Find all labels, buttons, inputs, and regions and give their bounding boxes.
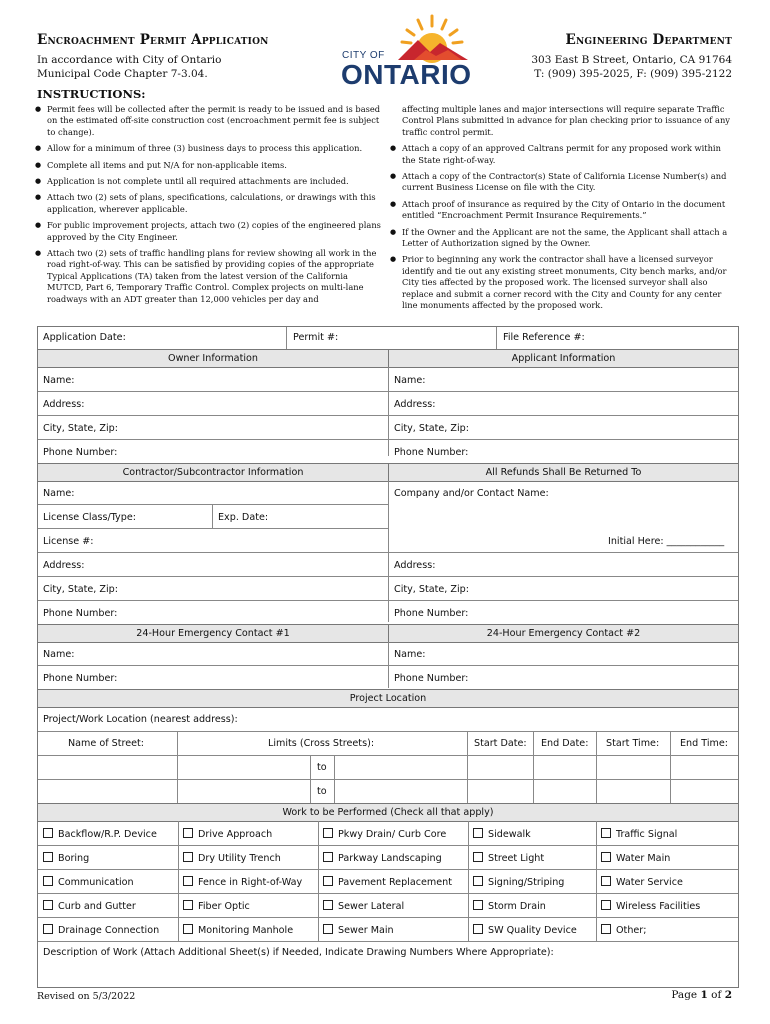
checkbox[interactable] — [473, 900, 483, 910]
instruction-item: ● If the Owner and the Applicant are not the same, the Applicant shall attach a Letter of Authorization signed by the Owner. — [388, 227, 736, 250]
work-item-label: Water Main — [616, 853, 671, 864]
work-item-label: Boring — [58, 853, 90, 864]
name-of-street-label: Name of Street: — [68, 738, 145, 749]
work-checkbox-item[interactable] — [38, 876, 134, 888]
work-checkbox-item[interactable] — [596, 924, 646, 936]
application-form — [37, 326, 739, 988]
license-class-field[interactable]: License Class/Type: — [43, 512, 136, 523]
work-checkbox-item[interactable] — [318, 852, 442, 864]
work-checkbox-item[interactable] — [178, 876, 302, 888]
work-item-label: Traffic Signal — [616, 829, 678, 840]
work-checkbox-item[interactable] — [318, 900, 404, 912]
page-number — [671, 989, 732, 1001]
description-of-work-field[interactable]: Description of Work (Attach Additional Sheet(s) if Needed, Indicate Drawing Numbers Where Appropriate): — [43, 947, 554, 958]
instruction-item: ● Attach two (2) sets of plans, specifications, calculations, or drawings with this application, wherever applicable. — [33, 192, 385, 215]
page-of: of — [707, 989, 725, 1001]
instruction-item: ● Prior to beginning any work the contractor shall have a licensed surveyor identify and tie out any existing street monuments, City bench marks, and/or City ties affected by the proposed work. The licensed surveyor shall also replace and submit a corner record with the City and County for any center line monuments affected by the proposed work. — [388, 254, 736, 311]
applicant-address-field[interactable]: Address: — [394, 399, 436, 410]
work-checkbox-item[interactable] — [468, 924, 577, 936]
work-checkbox-item[interactable] — [178, 828, 272, 840]
owner-phone-field[interactable]: Phone Number: — [43, 447, 118, 458]
work-checkbox-item[interactable] — [318, 876, 452, 888]
emergency2-name-field[interactable]: Name: — [394, 649, 426, 660]
instruction-item: ● Attach proof of insurance as required by the City of Ontario in the document entitled “Encroachment Permit Insurance Requirements.” — [388, 199, 736, 222]
end-time-label: End Time: — [680, 738, 728, 749]
work-checkbox-item[interactable] — [468, 900, 546, 912]
owner-name-field[interactable]: Name: — [43, 375, 75, 386]
work-item-label: SW Quality Device — [488, 925, 577, 936]
contractor-city-field[interactable]: City, State, Zip: — [43, 584, 118, 595]
work-checkbox-item[interactable] — [468, 852, 544, 864]
work-checkbox-item[interactable] — [38, 852, 89, 864]
limits-label: Limits (Cross Streets): — [268, 738, 375, 749]
contractor-address-field[interactable]: Address: — [43, 560, 85, 571]
checkbox[interactable] — [183, 924, 193, 934]
checkbox[interactable] — [601, 876, 611, 886]
form-subtitle-line1: In accordance with City of Ontario — [37, 54, 222, 66]
work-item-label: Sidewalk — [488, 829, 531, 840]
header-right — [432, 32, 732, 81]
work-item-label: Pkwy Drain/ Curb Core — [338, 829, 447, 840]
form-subtitle-line2: Municipal Code Chapter 7-3.04. — [37, 68, 208, 80]
instructions-title: INSTRUCTIONS: — [37, 87, 146, 101]
work-item-label: Drainage Connection — [58, 925, 160, 936]
contractor-phone-field[interactable]: Phone Number: — [43, 608, 118, 619]
applicant-phone-field[interactable]: Phone Number: — [394, 447, 469, 458]
checkbox[interactable] — [323, 924, 333, 934]
checkbox[interactable] — [473, 924, 483, 934]
checkbox[interactable] — [43, 876, 53, 886]
license-number-field[interactable]: License #: — [43, 536, 94, 547]
checkbox[interactable] — [43, 852, 53, 862]
refund-company-contact-field[interactable]: Company and/or Contact Name: — [394, 488, 549, 499]
checkbox[interactable] — [43, 828, 53, 838]
work-checkbox-item[interactable] — [468, 828, 531, 840]
work-performed-header: Work to be Performed (Check all that apply) — [38, 803, 738, 822]
end-date-label: End Date: — [541, 738, 589, 749]
checkbox[interactable] — [473, 852, 483, 862]
file-reference-field[interactable]: File Reference #: — [503, 332, 585, 343]
form-title: Encroachment Permit Application — [37, 32, 269, 48]
work-checkbox-item[interactable] — [38, 900, 136, 912]
checkbox[interactable] — [43, 924, 53, 934]
work-checkbox-item[interactable] — [178, 924, 293, 936]
permit-number-field[interactable]: Permit #: — [293, 332, 339, 343]
emergency1-name-field[interactable]: Name: — [43, 649, 75, 660]
work-item-label: Communication — [58, 877, 134, 888]
page-prefix: Page — [671, 989, 701, 1001]
revised-date: Revised on 5/3/2022 — [37, 991, 136, 1002]
refunds-header: All Refunds Shall Be Returned To — [388, 463, 738, 482]
emergency1-phone-field[interactable]: Phone Number: — [43, 673, 118, 684]
checkbox[interactable] — [601, 900, 611, 910]
checkbox[interactable] — [601, 852, 611, 862]
work-item-label: Drive Approach — [198, 829, 273, 840]
department-phone-fax: T: (909) 395-2025, F: (909) 395-2122 — [534, 68, 732, 80]
work-item-label: Storm Drain — [488, 901, 546, 912]
work-checkbox-item[interactable] — [178, 900, 250, 912]
checkbox[interactable] — [183, 900, 193, 910]
emergency-contact-1-header: 24-Hour Emergency Contact #1 — [38, 624, 388, 643]
refund-phone-field[interactable]: Phone Number: — [394, 608, 469, 619]
checkbox[interactable] — [323, 876, 333, 886]
checkbox[interactable] — [323, 852, 333, 862]
work-item-label: Monitoring Manhole — [198, 925, 294, 936]
header-left — [37, 32, 337, 81]
applicant-name-field[interactable]: Name: — [394, 375, 426, 386]
work-item-label: Fence in Right-of-Way — [198, 877, 303, 888]
work-item-label: Water Service — [616, 877, 683, 888]
work-item-label: Pavement Replacement — [338, 877, 452, 888]
contractor-info-header: Contractor/Subcontractor Information — [38, 463, 388, 482]
project-work-location-field[interactable]: Project/Work Location (nearest address): — [43, 714, 238, 725]
license-exp-date-field[interactable]: Exp. Date: — [218, 512, 269, 523]
work-item-label: Street Light — [488, 853, 545, 864]
refund-city-field[interactable]: City, State, Zip: — [394, 584, 469, 595]
instructions-right-column — [388, 104, 736, 317]
contractor-name-field[interactable]: Name: — [43, 488, 75, 499]
checkbox[interactable] — [601, 828, 611, 838]
work-item-label: Sewer Lateral — [338, 901, 405, 912]
instruction-item: ● Attach two (2) sets of traffic handling plans for review showing all work in the road right-of-way. This can be satisfied by providing copies of the appropriate Typical Applications (TA) taken from the latest version of the California MUTCD, Part 6, Temporary Traffic Control. Complex projects on multi-lane roadways with an ADT greater than 12,000 vehicles per day and — [33, 248, 385, 305]
department-title: Engineering Department — [565, 32, 732, 48]
to-label: to — [317, 786, 327, 797]
owner-city-field[interactable]: City, State, Zip: — [43, 423, 118, 434]
instruction-item: ● Attach a copy of an approved Caltrans permit for any proposed work within the State right-of-way. — [388, 143, 736, 166]
work-checkbox-item[interactable] — [38, 828, 157, 840]
work-item-label: Parkway Landscaping — [338, 853, 442, 864]
work-item-label: Other; — [616, 925, 647, 936]
emergency-contact-2-header: 24-Hour Emergency Contact #2 — [388, 624, 738, 643]
to-label: to — [317, 762, 327, 773]
work-checkbox-item[interactable] — [596, 876, 683, 888]
department-address: 303 East B Street, Ontario, CA 91764 — [531, 54, 732, 66]
logo-city-text: CITY OF — [342, 50, 385, 61]
refund-address-field[interactable]: Address: — [394, 560, 436, 571]
work-checkbox-item[interactable] — [596, 900, 700, 912]
checkbox[interactable] — [323, 828, 333, 838]
work-item-label: Wireless Facilities — [616, 901, 701, 912]
start-time-label: Start Time: — [606, 738, 660, 749]
instruction-item: ● Attach a copy of the Contractor(s) State of California License Number(s) and current Business License on file with the City. — [388, 171, 736, 194]
work-checkbox-item[interactable] — [468, 876, 564, 888]
instruction-item: ● Permit fees will be collected after the permit is ready to be issued and is based on the estimated off-site construction cost (encroachment permit fee is subject to change). — [33, 104, 385, 138]
instruction-item: ● Complete all items and put N/A for non-applicable items. — [33, 160, 385, 171]
checkbox[interactable] — [601, 924, 611, 934]
checkbox[interactable] — [183, 876, 193, 886]
owner-address-field[interactable]: Address: — [43, 399, 85, 410]
instructions-left-column — [33, 104, 385, 310]
checkbox[interactable] — [473, 876, 483, 886]
work-item-label: Backflow/R.P. Device — [58, 829, 157, 840]
application-date-field[interactable]: Application Date: — [43, 332, 126, 343]
work-checkbox-item[interactable] — [38, 924, 159, 936]
project-location-header: Project Location — [38, 689, 738, 708]
checkbox[interactable] — [183, 852, 193, 862]
applicant-info-header: Applicant Information — [388, 349, 738, 368]
page-current: 1 — [700, 989, 708, 1001]
work-checkbox-item[interactable] — [178, 852, 281, 864]
work-item-label: Dry Utility Trench — [198, 853, 281, 864]
work-item-label: Signing/Striping — [488, 877, 565, 888]
work-checkbox-item[interactable] — [596, 828, 677, 840]
checkbox[interactable] — [323, 900, 333, 910]
checkbox[interactable] — [43, 900, 53, 910]
instruction-continuation: affecting multiple lanes and major intersections will require separate Traffic Control Plans submitted in advance for plan checking prior to issuance of any traffic control permit. — [402, 104, 730, 137]
instruction-item: ● Allow for a minimum of three (3) business days to process this application. — [33, 143, 385, 154]
owner-info-header: Owner Information — [38, 349, 388, 368]
checkbox[interactable] — [473, 828, 483, 838]
page-total: 2 — [724, 989, 732, 1001]
work-item-label: Fiber Optic — [198, 901, 250, 912]
checkbox[interactable] — [183, 828, 193, 838]
applicant-city-field[interactable]: City, State, Zip: — [394, 423, 469, 434]
work-item-label: Curb and Gutter — [58, 901, 136, 912]
initial-here-field[interactable]: Initial Here: ____________ — [608, 536, 725, 547]
work-checkbox-item[interactable] — [318, 924, 394, 936]
instruction-item: ● For public improvement projects, attach two (2) copies of the engineered plans approved by the City Engineer. — [33, 220, 385, 243]
emergency2-phone-field[interactable]: Phone Number: — [394, 673, 469, 684]
work-checkbox-item[interactable] — [596, 852, 670, 864]
work-checkbox-item[interactable] — [318, 828, 446, 840]
logo-name-text: ONTARIO — [341, 59, 472, 90]
start-date-label: Start Date: — [474, 738, 527, 749]
instruction-item: ● Application is not complete until all required attachments are included. — [33, 176, 385, 187]
work-item-label: Sewer Main — [338, 925, 394, 936]
